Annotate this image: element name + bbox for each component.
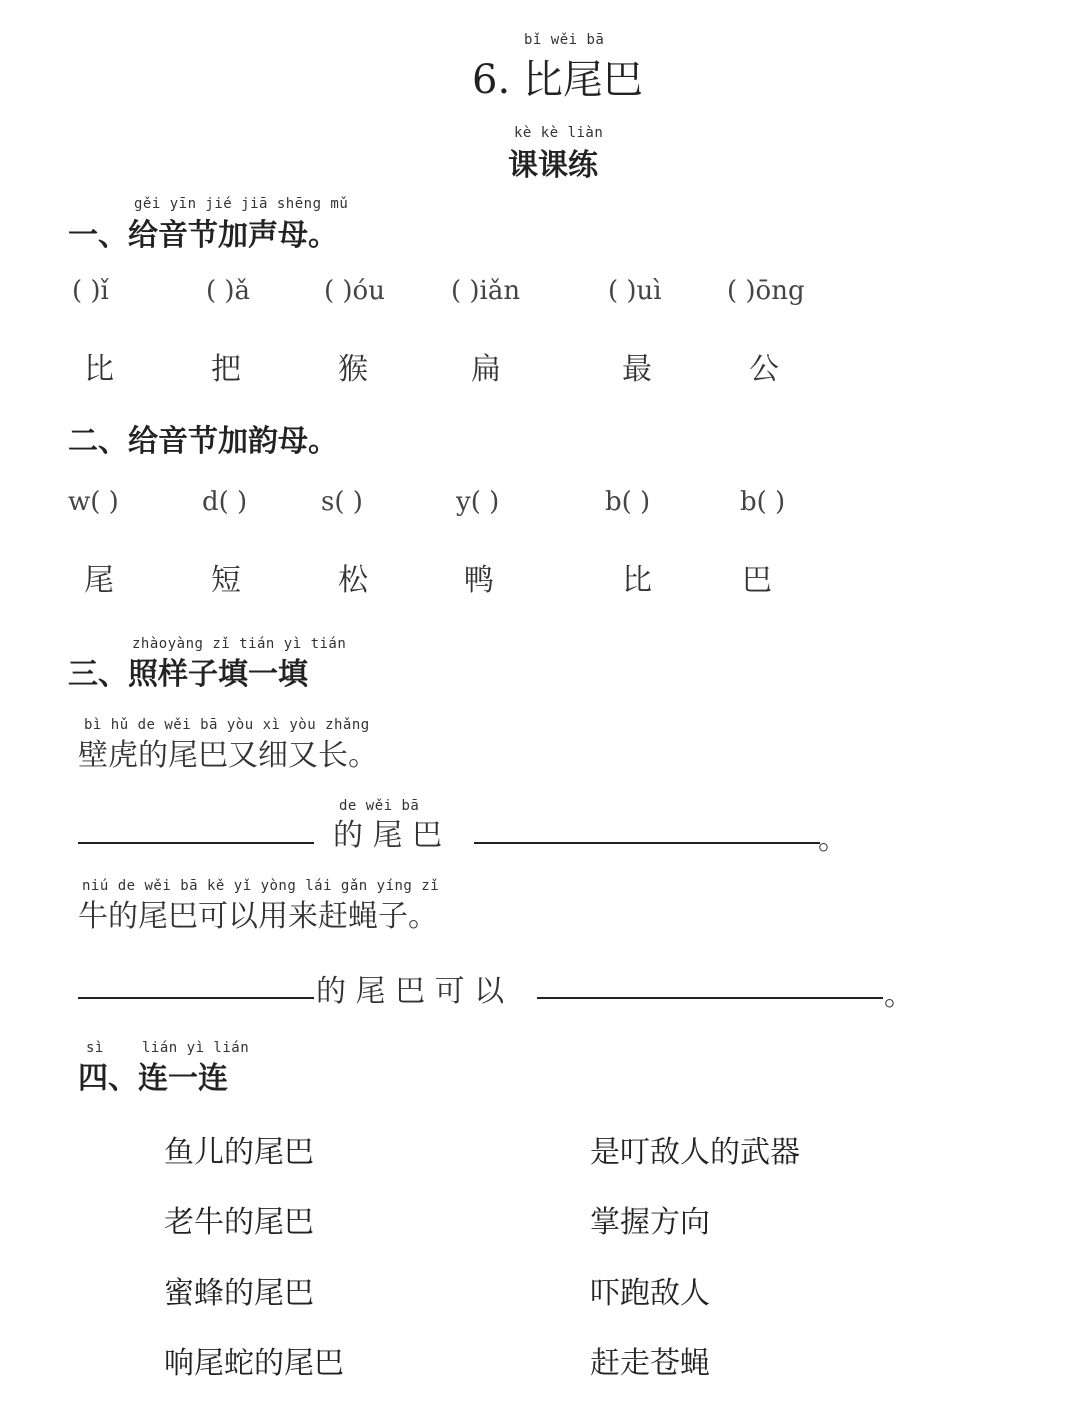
section2-option: y( ) (456, 487, 500, 517)
section2-char: 松 (338, 563, 368, 598)
fill2-end: 。 (884, 978, 914, 1013)
section3-pinyin: zhàoyàng zǐ tián yì tián (132, 636, 347, 652)
match-right-item[interactable]: 掌握方向 (590, 1205, 710, 1240)
section4-pinyin: lián yì lián (142, 1040, 250, 1056)
example2-pinyin: niú de wěi bā kě yǐ yòng lái gǎn yíng zǐ (82, 878, 440, 894)
section1-option: ( )iǎn (451, 276, 521, 306)
fill2-blank-right[interactable] (537, 997, 883, 999)
match-left-item[interactable]: 响尾蛇的尾巴 (164, 1346, 344, 1381)
section1-option: ( )ǎ (206, 276, 251, 306)
section2-char: 比 (622, 563, 652, 598)
section3-heading: 三、照样子填一填 (68, 657, 308, 692)
example1-pinyin: bì hǔ de wěi bā yòu xì yòu zhǎng (84, 717, 370, 733)
section1-char: 猴 (338, 352, 368, 387)
section1-char: 扁 (471, 352, 501, 387)
fill2-blank-left[interactable] (78, 997, 314, 999)
page-subtitle: 课课练 (508, 148, 598, 183)
section2-option: s( ) (321, 487, 363, 517)
fill1-blank-right[interactable] (474, 842, 820, 844)
section1-option: ( )ōng (727, 276, 805, 306)
match-right-item[interactable]: 吓跑敌人 (590, 1276, 710, 1311)
match-right-item[interactable]: 赶走苍蝇 (590, 1346, 710, 1381)
section1-option: ( )óu (324, 276, 385, 306)
section1-char: 公 (749, 352, 779, 387)
example1-sentence: 壁虎的尾巴又细又长。 (78, 738, 378, 773)
example2-sentence: 牛的尾巴可以用来赶蝇子。 (78, 899, 438, 934)
title-pinyin: bǐ wěi bā (524, 32, 605, 48)
fill1-blank-left[interactable] (78, 842, 314, 844)
section2-option: b( ) (740, 487, 786, 517)
section1-char: 比 (84, 352, 114, 387)
fill1-end: 。 (818, 822, 848, 857)
section2-heading: 二、给音节加韵母。 (68, 424, 338, 459)
match-left-item[interactable]: 老牛的尾巴 (164, 1205, 314, 1240)
section2-char: 短 (211, 563, 241, 598)
section4-heading: 四、连一连 (78, 1061, 228, 1096)
section1-char: 最 (622, 352, 652, 387)
match-right-item[interactable]: 是叮敌人的武器 (590, 1135, 800, 1170)
page-title: 6. 比尾巴 (472, 57, 643, 103)
fill1-pinyin: de wěi bā (339, 798, 420, 814)
section1-char: 把 (211, 352, 241, 387)
section2-option: b( ) (605, 487, 651, 517)
subtitle-pinyin: kè kè liàn (514, 125, 604, 141)
section2-option: w( ) (68, 487, 119, 517)
section1-pinyin: gěi yīn jié jiā shēng mǔ (134, 196, 349, 212)
match-left-item[interactable]: 鱼儿的尾巴 (164, 1135, 314, 1170)
match-left-item[interactable]: 蜜蜂的尾巴 (164, 1276, 314, 1311)
section1-option: ( )ǐ (72, 276, 109, 306)
section2-char: 巴 (742, 563, 772, 598)
section4-pinyin-num: sì (86, 1040, 104, 1056)
fill1-middle: 的 尾 巴 (333, 818, 443, 853)
section2-char: 尾 (84, 563, 114, 598)
section1-heading: 一、给音节加声母。 (68, 218, 338, 253)
section2-option: d( ) (202, 487, 248, 517)
fill2-middle: 的 尾 巴 可 以 (316, 974, 505, 1009)
section1-option: ( )uì (608, 276, 662, 306)
section2-char: 鸭 (464, 563, 494, 598)
